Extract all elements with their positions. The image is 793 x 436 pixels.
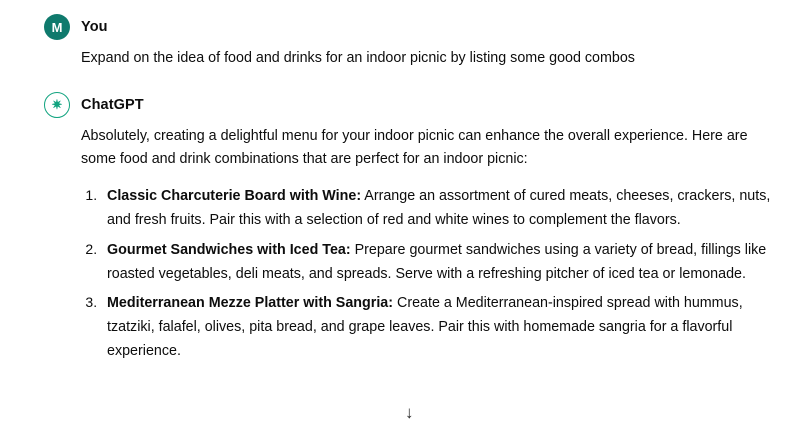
- user-message: [44, 14, 777, 70]
- combo-list: [81, 184, 777, 363]
- assistant-message-body: [44, 125, 777, 363]
- list-item-text: Arrange an assortment of cured meats, cheeses, crackers, nuts, and fresh fruits. Pair this with a selection of red and white wines to complement the flavors.: [107, 188, 771, 229]
- list-item: [101, 291, 777, 363]
- message-author: ChatGPT: [81, 97, 144, 114]
- list-item: [101, 184, 777, 232]
- list-item-title: Mediterranean Mezze Platter with Sangria:: [107, 295, 394, 312]
- list-item-title: Gourmet Sandwiches with Iced Tea:: [107, 241, 351, 258]
- chatgpt-avatar: [44, 92, 70, 118]
- list-item: [101, 238, 777, 286]
- list-item-title: Classic Charcuterie Board with Wine:: [107, 188, 362, 205]
- assistant-intro-paragraph: Absolutely, creating a delightful menu for your indoor picnic can enhance the overall experience. Here are some food and drink combinations that are perfect for an indoor picnic:: [81, 128, 748, 168]
- message-header: [44, 92, 777, 118]
- user-message-body: [44, 47, 777, 70]
- message-header: [44, 14, 777, 40]
- scroll-down-icon[interactable]: ↓: [405, 403, 414, 422]
- list-item-text: Create a Mediterranean-inspired spread with hummus, tzatziki, falafel, olives, pita bread, and grape leaves. Pair this with homemade sangria for a flavorful experience.: [107, 295, 743, 359]
- list-item-text: Prepare gourmet sandwiches using a variety of bread, fillings like roasted vegetables, deli meats, and spreads. Serve with a refreshing pitcher of iced tea or lemonade.: [107, 241, 767, 282]
- user-avatar-initial: M: [51, 19, 63, 35]
- user-avatar: [44, 14, 70, 40]
- message-author: You: [81, 19, 108, 35]
- chatgpt-logo-icon: ✷: [51, 97, 63, 113]
- assistant-message: [44, 92, 777, 363]
- user-message-paragraph: Expand on the idea of food and drinks for an indoor picnic by listing some good combos: [81, 50, 635, 66]
